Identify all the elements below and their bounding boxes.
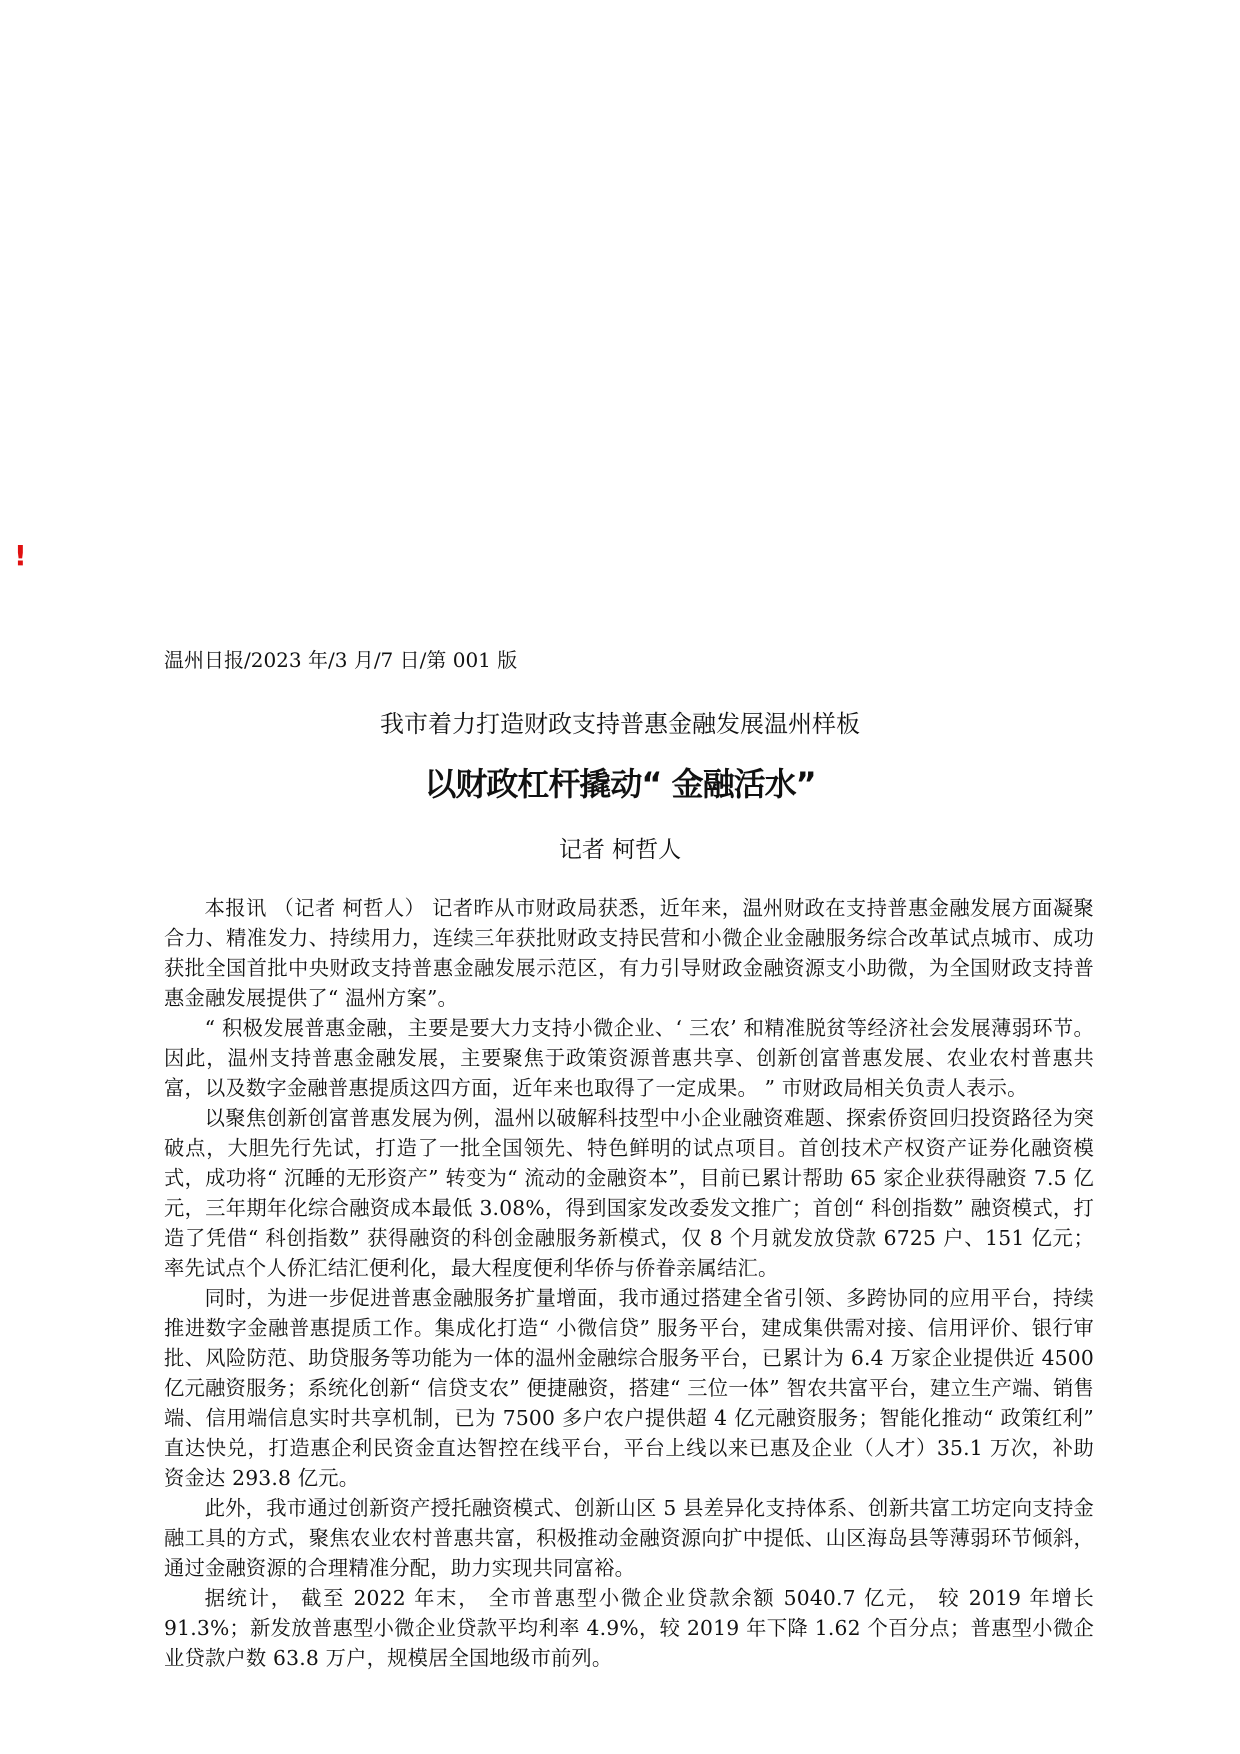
article-paragraph: 以聚焦创新创富普惠发展为例，温州以破解科技型中小企业融资难题、探索侨资回归投资路径为突破点，大胆先行先试，打造了一批全国领先、特色鲜明的试点项目。首创技术产权资产证券化融资模式，成功将“ 沉睡的无形资产” 转变为“ 流动的金融资本”，目前已累计帮助 65 家企业获得融资 7.5 亿元，三年期年化综合融资成本最低 3.08%，得到国家发改委发文推广；首创“ 科创指数” 融资模式，打造了凭借“ 科创指数” 获得融资的科创金融服务新模式，仅 8 个月就发放贷款 6725 户、151 亿元；率先试点个人侨汇结汇便利化，最大程度便利华侨与侨眷亲属结汇。 bbox=[164, 1106, 1094, 1280]
article-paragraph: 据统计， 截至 2022 年末， 全市普惠型小微企业贷款余额 5040.7 亿元， 较 2019 年增长 91.3%；新发放普惠型小微企业贷款平均利率 4.9%，较 2019 年下降 1.62 个百分点；普惠型小微企业贷款户数 63.8 万户，规模居全国地级市前列。 bbox=[164, 1586, 1094, 1670]
article-paragraph: 此外，我市通过创新资产授托融资模式、创新山区 5 县差异化支持体系、创新共富工坊定向支持金融工具的方式，聚焦农业农村普惠共富，积极推动金融资源向扩中提低、山区海岛县等薄弱环节倾斜，通过金融资源的合理精准分配，助力实现共同富裕。 bbox=[164, 1496, 1094, 1580]
red-exclamation-mark: ! bbox=[14, 539, 27, 572]
article-paragraph: 本报讯 （记者 柯哲人） 记者昨从市财政局获悉，近年来，温州财政在支持普惠金融发展方面凝聚合力、精准发力、持续用力，连续三年获批财政支持民营和小微企业金融服务综合改革试点城市、成功获批全国首批中央财政支持普惠金融发展示范区，有力引导财政金融资源支小助微，为全国财政支持普惠金融发展提供了“ 温州方案”。 bbox=[164, 896, 1094, 1010]
article-body bbox=[164, 893, 1094, 1673]
article-paragraph: 同时，为进一步促进普惠金融服务扩量增面，我市通过搭建全省引领、多跨协同的应用平台，持续推进数字金融普惠提质工作。集成化打造“ 小微信贷” 服务平台，建成集供需对接、信用评价、银行审批、风险防范、助贷服务等功能为一体的温州金融综合服务平台，已累计为 6.4 万家企业提供近 4500 亿元融资服务；系统化创新“ 信贷支农” 便捷融资，搭建“ 三位一体” 智农共富平台，建立生产端、销售端、信用端信息实时共享机制，已为 7500 多户农户提供超 4 亿元融资服务；智能化推动“ 政策红利” 直达快兑，打造惠企利民资金直达智控在线平台，平台上线以来已惠及企业（人才）35.1 万次，补助资金达 293.8 亿元。 bbox=[164, 1286, 1094, 1490]
article-paragraph: “ 积极发展普惠金融，主要是要大力支持小微企业、‘ 三农’ 和精准脱贫等经济社会发展薄弱环节。因此，温州支持普惠金融发展，主要聚焦于政策资源普惠共享、创新创富普惠发展、农业农村普惠共富，以及数字金融普惠提质这四方面，近年来也取得了一定成果。 ” 市财政局相关负责人表示。 bbox=[164, 1016, 1094, 1100]
article-subtitle: 我市着力打造财政支持普惠金融发展温州样板 bbox=[380, 710, 860, 738]
article-title: 以财政杠杆撬动“ 金融活水” bbox=[424, 765, 816, 803]
newspaper-source-line: 温州日报/2023 年/3 月/7 日/第 001 版 bbox=[164, 648, 518, 672]
article-byline: 记者 柯哲人 bbox=[558, 837, 682, 863]
